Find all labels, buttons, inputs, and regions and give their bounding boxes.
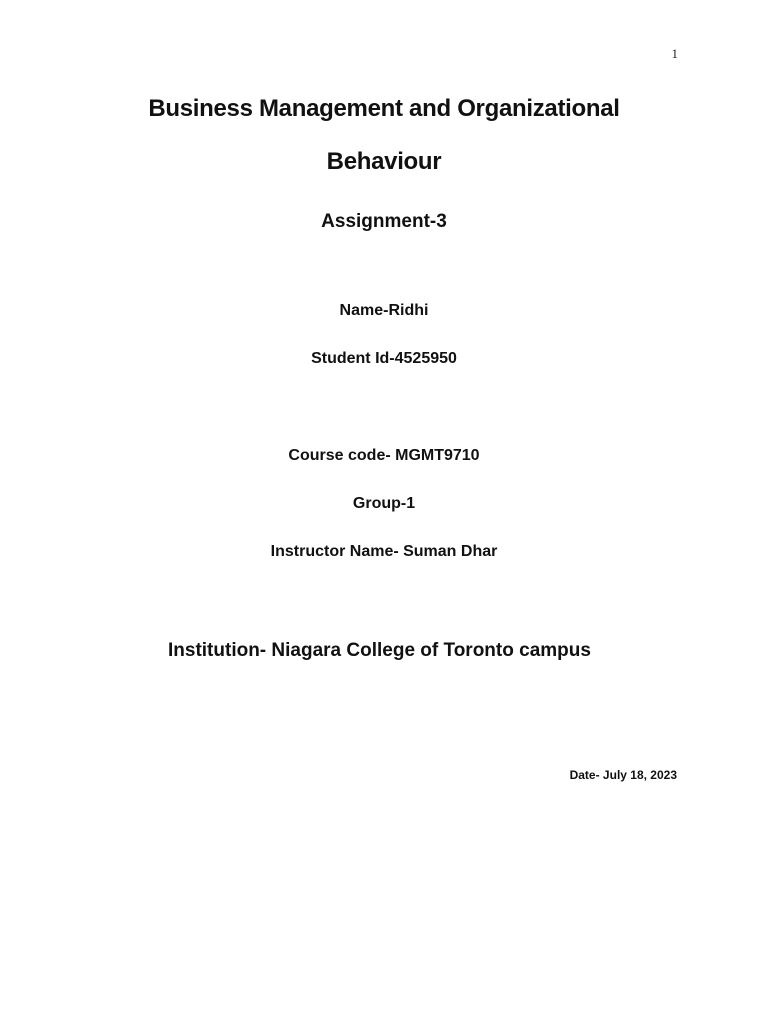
instructor-name: Instructor Name- Suman Dhar (270, 543, 498, 560)
assignment-label: Assignment-3 (321, 211, 447, 232)
date-line: Date- July 18, 2023 (569, 768, 677, 782)
group-label: Group-1 (352, 495, 416, 512)
title-line-2: Behaviour (326, 148, 442, 175)
page-number: 1 (671, 46, 678, 61)
title-line-1: Business Management and Organizational (148, 95, 620, 122)
course-code: Course code- MGMT9710 (288, 447, 480, 464)
institution-line: Institution- Niagara College of Toronto campus (168, 640, 591, 661)
student-id: Student Id-4525950 (311, 350, 457, 367)
student-name: Name-Ridhi (339, 302, 429, 319)
